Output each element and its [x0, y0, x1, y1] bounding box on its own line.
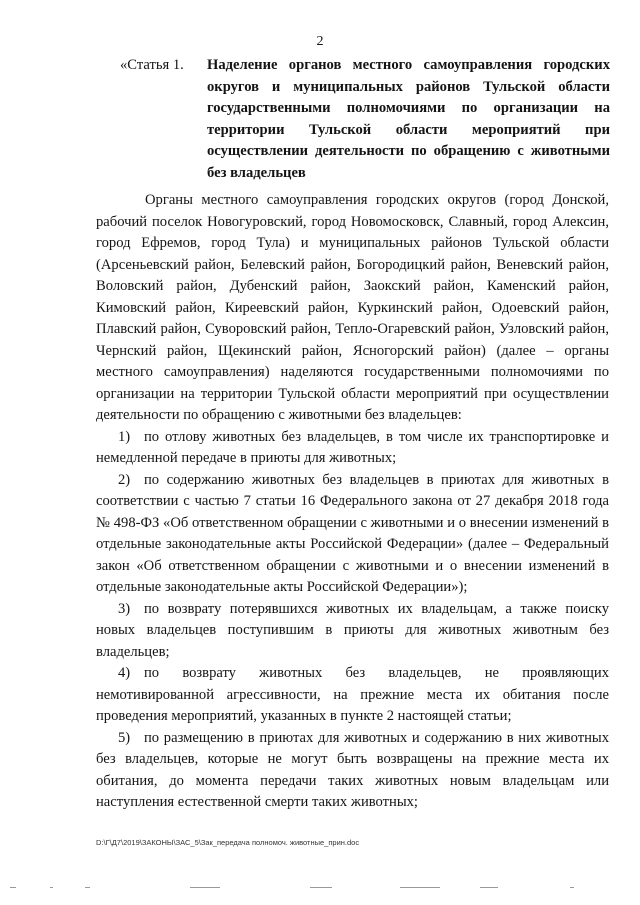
article-heading: [120, 55, 610, 184]
list-item-number: 1): [118, 428, 131, 445]
list-item-text: по размещению в приютах для животных и содержанию в них животных без владельцев, которые не могут быть возвращены на прежние места их обитания, до момента передачи таких животных новым владельцам или наступления естественной смерти таких животных;: [96, 729, 609, 810]
list-item-5: [96, 728, 609, 814]
list-item-2: [96, 470, 609, 599]
list-item-3: [96, 599, 609, 664]
article-label: «Статья 1.: [120, 57, 184, 73]
list-item-text: по возврату потерявшихся животных их владельцам, а также поиску новых владельцев поступившим в приюты для животных животным без владельцев;: [96, 600, 609, 660]
intro-paragraph: Органы местного самоуправления городских округов (город Донской, рабочий поселок Новогуровский, город Новомосковск, Славный, город Алексин, город Ефремов, город Тула) и муниципальных районов Тульской области (Арсеньевский район, Белевский район, Богородицкий район, Веневский район, Воловский район, Дубенский район, Заокский район, Каменский район, Кимовский район, Киреевский район, Куркинский район, Одоевский район, Плавский район, Суворовский район, Тепло-Огаревский район, Узловский район, Чернский район, Щекинский район, Ясногорский район) (далее – органы местного самоуправления) наделяются государственными полномочиями по организации на территории Тульской области мероприятий при осуществлении деятельности по обращению с животными без владельцев:: [96, 192, 609, 423]
list-item-4: [96, 663, 609, 728]
list-item-number: 4): [118, 665, 131, 681]
page-number: 2: [316, 34, 324, 49]
footer-file-path: D:\Г\Д7\2019\ЗАКОНЫ\ЗАС_5\Зак_передача полномоч. животные_прин.doc: [96, 838, 360, 847]
list-item-number: 2): [118, 471, 131, 488]
article-body: [96, 190, 609, 814]
list-item-text: по возврату животных без владельцев, не проявляющих немотивированной агрессивности, на прежние места их обитания после проведения мероприятий, указанных в пункте 2 настоящей статьи;: [96, 665, 609, 724]
list-item-number: 3): [118, 600, 131, 617]
list-item-1: [96, 427, 609, 470]
article-title: Наделение органов местного самоуправления городских округов и муниципальных районов Тульской области государственными полномочиями по организации на территории Тульской области мероприятий при осуществлении деятельности по обращению с животными без владельцев: [207, 57, 610, 181]
list-item-number: 5): [118, 729, 131, 746]
list-item-text: по содержанию животных без владельцев в приютах для животных в соответствии с частью 7 статьи 16 Федерального закона от 27 декабря 2018 года № 498-ФЗ «Об ответственном обращении с животными и о внесении изменений в отдельные законодательные акты Российской Федерации» (далее – Федеральный закон «Об ответственном обращении с животными и о внесении изменений в отдельные законодательные акты Российской Федерации»);: [96, 471, 609, 595]
scan-artifact-line: [10, 887, 630, 891]
list-item-text: по отлову животных без владельцев, в том числе их транспортировке и немедленной передаче в приюты для животных;: [96, 428, 609, 466]
